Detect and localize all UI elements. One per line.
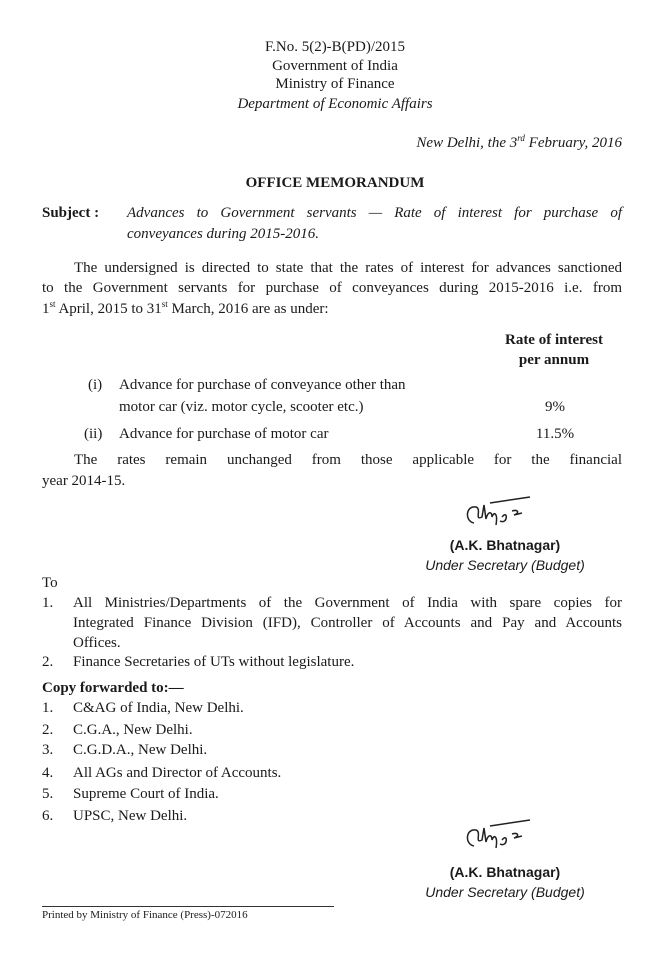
- copy-recipient: All AGs and Director of Accounts.: [73, 765, 282, 781]
- list-number: 1.: [42, 700, 54, 716]
- list-number: 4.: [42, 765, 54, 781]
- govt-heading: Government of India: [272, 58, 398, 74]
- signatory-designation: Under Secretary (Budget): [425, 884, 585, 900]
- copy-recipient: UPSC, New Delhi.: [73, 808, 188, 824]
- copy-recipient: C.G.A., New Delhi.: [73, 722, 193, 738]
- list-number: 3.: [42, 742, 54, 758]
- list-number: 2.: [42, 722, 54, 738]
- item-text: Advance for purchase of conveyance other than: [119, 377, 406, 393]
- rate-header: per annum: [518, 352, 590, 368]
- signatory-name: (A.K. Bhatnagar): [449, 864, 561, 880]
- signature-image: [460, 495, 540, 535]
- to-label: To: [42, 575, 58, 591]
- para-line: 1st April, 2015 to 31st March, 2016 are as under:: [42, 299, 329, 317]
- para-line: The undersigned is directed to state that the rates of interest for advances sanctioned: [74, 260, 622, 276]
- department-heading: Department of Economic Affairs: [237, 96, 433, 112]
- signature-image: [460, 818, 540, 858]
- printer-footer: Printed by Ministry of Finance (Press)-072016: [42, 909, 248, 921]
- rate-value: 9%: [545, 399, 565, 415]
- copy-recipient: Supreme Court of India.: [73, 786, 219, 802]
- copy-label: Copy forwarded to:—: [42, 680, 184, 696]
- list-item: Finance Secretaries of UTs without legislature.: [73, 654, 355, 670]
- ministry-heading: Ministry of Finance: [275, 76, 395, 92]
- file-number: F.No. 5(2)-B(PD)/2015: [264, 39, 406, 55]
- signatory-name: (A.K. Bhatnagar): [449, 537, 561, 553]
- list-number: 5.: [42, 786, 54, 802]
- copy-recipient: C&AG of India, New Delhi.: [73, 700, 244, 716]
- copy-recipient: C.G.D.A., New Delhi.: [73, 742, 208, 758]
- para-line: year 2014-15.: [42, 473, 126, 489]
- list-item: All Ministries/Departments of the Government of India with spare copies for: [73, 595, 622, 611]
- list-number: 2.: [42, 654, 54, 670]
- item-number: (i): [88, 377, 103, 393]
- rate-value: 11.5%: [535, 426, 575, 442]
- para-line: The rates remain unchanged from those applicable for the financial: [74, 452, 622, 468]
- memo-title: OFFICE MEMORANDUM: [245, 175, 425, 191]
- item-text: motor car (viz. motor cycle, scooter etc.): [119, 399, 364, 415]
- subject-line: Advances to Government servants — Rate of interest for purchase of: [127, 205, 622, 221]
- list-number: 6.: [42, 808, 54, 824]
- subject-line: conveyances during 2015-2016.: [127, 226, 320, 242]
- list-item: Integrated Finance Division (IFD), Controller of Accounts and Pay and Accounts: [73, 615, 622, 631]
- date-line: New Delhi, the 3rd February, 2016: [416, 133, 622, 151]
- rate-header: Rate of interest: [504, 332, 604, 348]
- subject-label: Subject :: [42, 205, 100, 221]
- signatory-designation: Under Secretary (Budget): [425, 557, 585, 573]
- list-number: 1.: [42, 595, 54, 611]
- item-text: Advance for purchase of motor car: [119, 426, 329, 442]
- list-item: Offices.: [73, 635, 121, 651]
- para-line: to the Government servants for purchase of conveyances during 2015-2016 i.e. from: [42, 280, 622, 296]
- item-number: (ii): [84, 426, 103, 442]
